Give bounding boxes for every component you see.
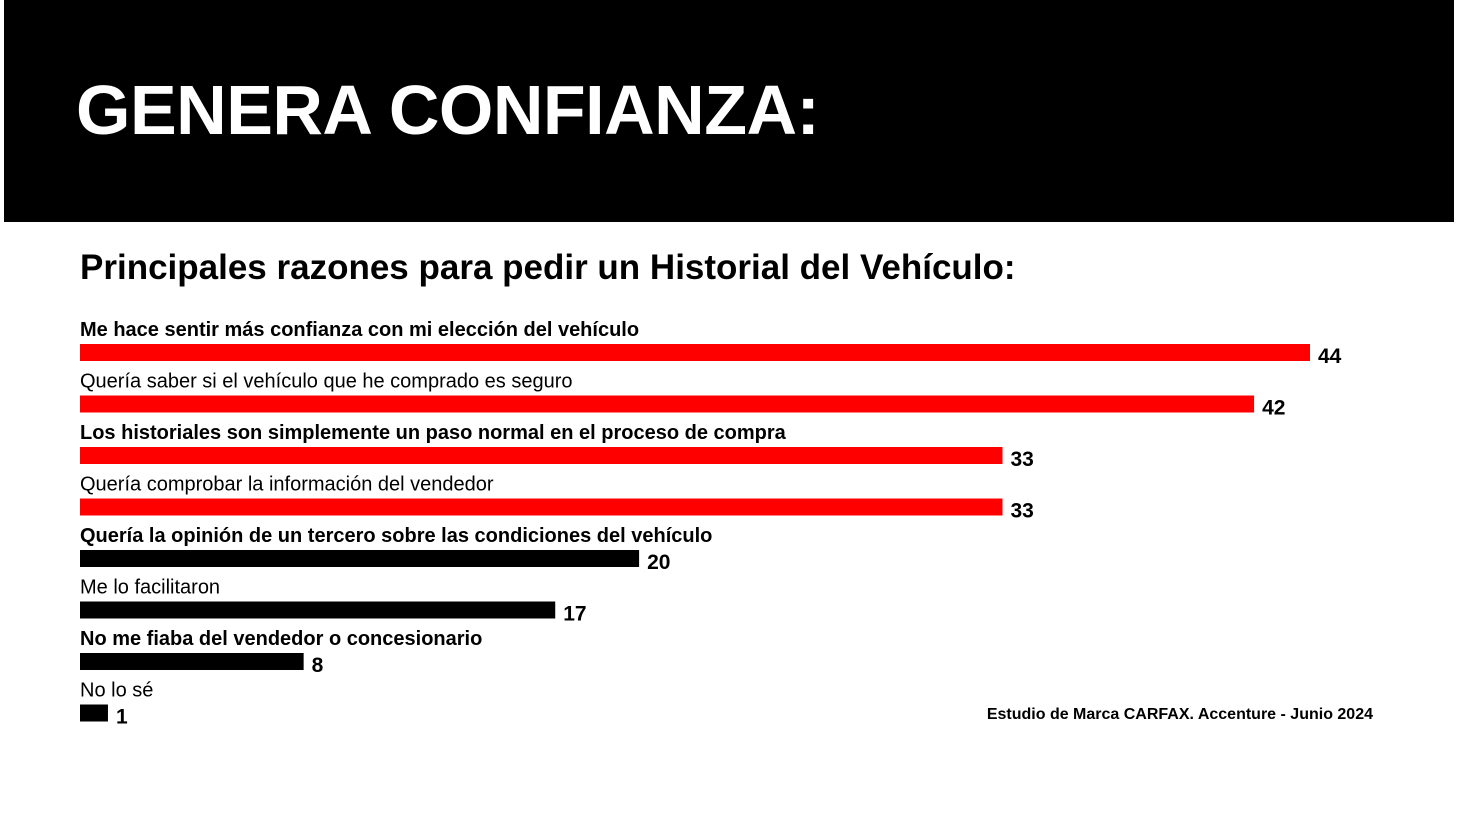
bar-label: Quería comprobar la información del vendedor <box>80 473 494 496</box>
data-label: 17 <box>563 602 587 626</box>
bar-label: Quería saber si el vehículo que he comprado es seguro <box>80 370 573 393</box>
chart-title: Principales razones para pedir un Historial del Vehículo: <box>80 248 1016 287</box>
bar-label: Quería la opinión de un tercero sobre las condiciones del vehículo <box>80 525 713 547</box>
bar-label: No me fiaba del vendedor o concesionario <box>80 628 483 650</box>
data-label: 33 <box>1010 499 1034 523</box>
bar <box>80 499 1003 516</box>
bar <box>80 396 1254 413</box>
data-label: 1 <box>115 705 128 729</box>
bar <box>80 344 1310 361</box>
bar <box>80 653 304 670</box>
bar-label: Los historiales son simplemente un paso normal en el proceso de compra <box>80 422 786 444</box>
data-label: 44 <box>1318 345 1342 368</box>
page-title: GENERA CONFIANZA: <box>76 71 820 149</box>
bar <box>80 447 1003 464</box>
data-label: 8 <box>311 654 324 677</box>
bar <box>80 602 555 619</box>
bar-label: No lo sé <box>80 679 154 702</box>
data-label: 20 <box>647 551 671 574</box>
bar <box>80 705 108 722</box>
data-label: 33 <box>1010 448 1034 471</box>
bar-label: Me lo facilitaron <box>80 576 221 599</box>
bar-label: Me hace sentir más confianza con mi elección del vehículo <box>80 319 640 341</box>
source-note: Estudio de Marca CARFAX. Accenture - Junio 2024 <box>986 706 1373 723</box>
bar <box>80 550 639 567</box>
data-label: 42 <box>1262 396 1286 420</box>
